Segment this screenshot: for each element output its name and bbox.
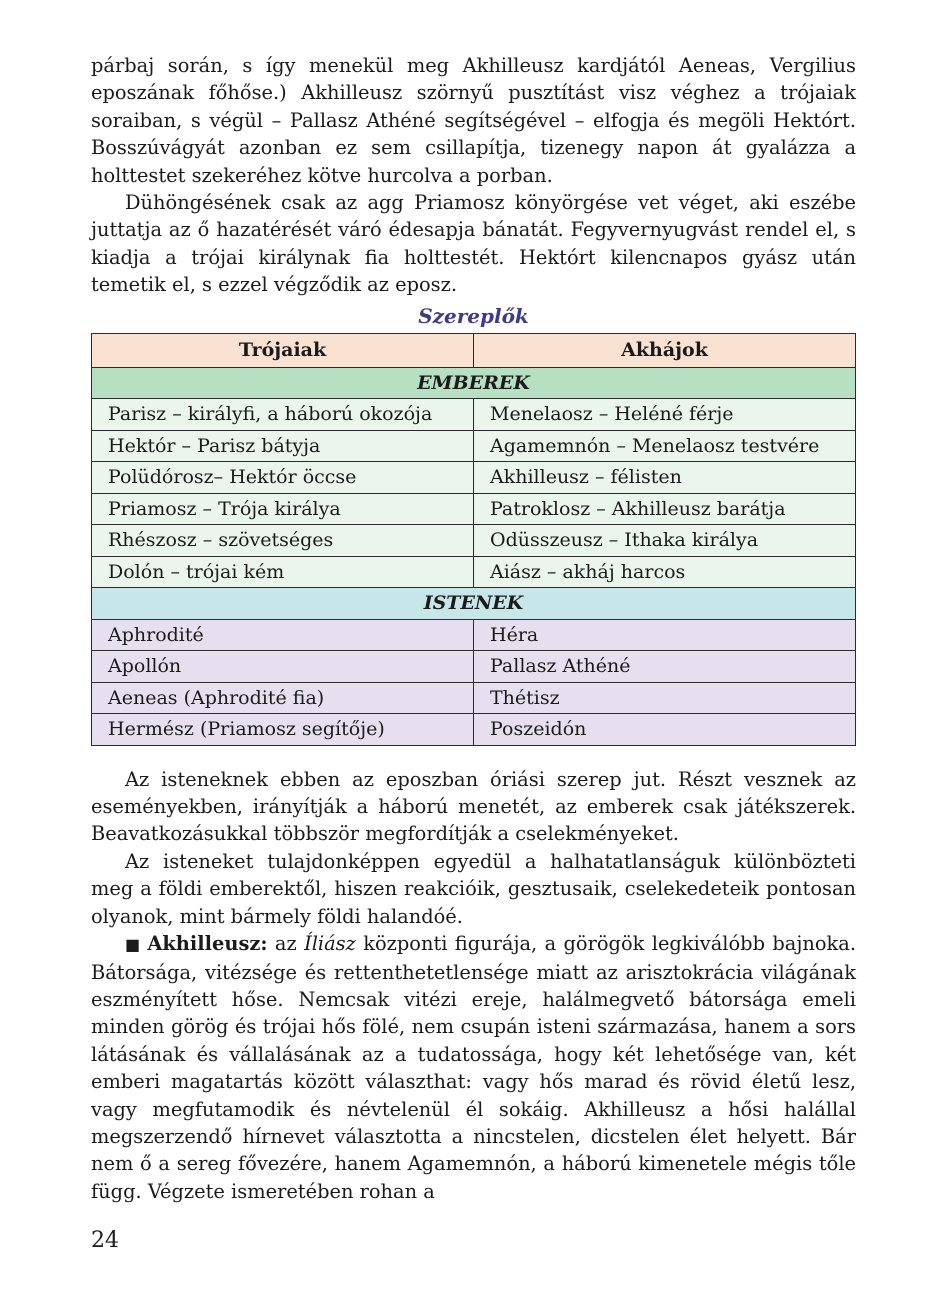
table-row xyxy=(92,493,856,525)
section-row-gods xyxy=(92,588,856,620)
achaean-cell: Agamemnón – Menelaosz testvére xyxy=(474,430,856,462)
trojan-cell: Dolón – trójai kém xyxy=(92,556,474,588)
table-row xyxy=(92,714,856,746)
trojan-cell: Polüdórosz– Hektór öccse xyxy=(92,462,474,494)
achaean-cell: Thétisz xyxy=(474,682,856,714)
achaean-cell: Odüsszeusz – Ithaka királya xyxy=(474,525,856,557)
achaean-cell: Aiász – akháj harcos xyxy=(474,556,856,588)
table-row xyxy=(92,430,856,462)
trojan-cell: Parisz – királyfi, a háború okozója xyxy=(92,399,474,431)
achaean-cell: Pallasz Athéné xyxy=(474,651,856,683)
table-caption: Szereplők xyxy=(418,303,529,328)
trojan-cell: Aphrodité xyxy=(92,619,474,651)
work-title: Íliász xyxy=(304,932,356,956)
achaean-cell: Héra xyxy=(474,619,856,651)
trojan-cell: Aeneas (Aphrodité fia) xyxy=(92,682,474,714)
table-row xyxy=(92,682,856,714)
trojan-cell: Hermész (Priamosz segítője) xyxy=(92,714,474,746)
body-paragraph-1: Az isteneknek ebben az eposzban óriási szerep jut. Részt vesznek az eseményekben, irányítják a háború menetét, az emberek csak játékszerek. Beavatkozásukkal többször megfordítják a cselekményeket. xyxy=(91,767,856,846)
trojan-cell: Apollón xyxy=(92,651,474,683)
table-row xyxy=(92,525,856,557)
achaean-cell: Patroklosz – Akhilleusz barátja xyxy=(474,493,856,525)
achaean-cell: Poszeidón xyxy=(474,714,856,746)
akhilleusz-pre: az xyxy=(267,932,305,956)
page-content xyxy=(91,52,856,1205)
table-row xyxy=(92,619,856,651)
table-header-row xyxy=(92,333,856,367)
table-row xyxy=(92,399,856,431)
table-row xyxy=(92,462,856,494)
section-title-humans: EMBEREK xyxy=(92,367,856,399)
section-title-gods: ISTENEK xyxy=(92,588,856,620)
table-row xyxy=(92,556,856,588)
trojan-cell: Hektór – Parisz bátyja xyxy=(92,430,474,462)
achaean-cell: Menelaosz – Heléné férje xyxy=(474,399,856,431)
intro-paragraph-1: párbaj során, s így menekül meg Akhilleusz kardjától Aeneas, Vergilius eposzának főhőse.) Akhilleusz szörnyű pusztítást visz véghez a trójaiak soraiban, s végül – Pallasz Athéné segítségével – elfogja és megöli Hektórt. Bosszúvágyát azonban ez sem csillapítja, tizenegy napon át gyalázza a holttestet szekeréhez kötve hurcolva a porban. xyxy=(91,54,856,187)
characters-table xyxy=(91,333,856,746)
section-row-humans xyxy=(92,367,856,399)
header-achaeans: Akhájok xyxy=(474,333,856,367)
trojan-cell: Priamosz – Trója királya xyxy=(92,493,474,525)
intro-paragraph-2: Dühöngésének csak az agg Priamosz könyörgése vet véget, aki eszébe juttatja az ő hazatérését váró édesapja bánatát. Fegyvernyugvást rendel el, s kiadja a trójai királynak fia holttestét. Hektórt kilencnapos gyász után temetik el, s ezzel végződik az eposz. xyxy=(91,191,856,297)
achaean-cell: Akhilleusz – félisten xyxy=(474,462,856,494)
square-bullet-icon: ■ xyxy=(125,935,142,955)
page-number: 24 xyxy=(91,1228,119,1253)
trojan-cell: Rhészosz – szövetséges xyxy=(92,525,474,557)
akhilleusz-text: központi figurája, a görögök legkiválóbb bajnoka. Bátorsága, vitézsége és rettenthetetlensége miatt az arisztokrácia világának eszményített hőse. Nemcsak vitézi ereje, halálmegvető bátorsága emeli minden görög és trójai hős fölé, nem csupán isteni származása, hanem a sors látásának és vállalásának az a tudatossága, hogy két lehetősége van, két emberi magatartás között választhat: vagy hős marad és rövid életű lesz, vagy megfutamodik és névtelenül él sokáig. Akhilleusz a hősi halállal megszerzendő hírnevet választotta a nincstelen, dicstelen élet helyett. Bár nem ő a sereg fővezére, hanem Agamemnón, a háború kimenetele mégis tőle függ. Végzete ismeretében rohan a xyxy=(91,932,856,1203)
body-paragraph-2: Az isteneket tulajdonképpen egyedül a halhatatlanságuk különbözteti meg a földi emberektől, hiszen reakcióik, gesztusaik, cselekedeteik pontosan olyanok, mint bármely földi halandóé. xyxy=(91,849,856,928)
table-row xyxy=(92,651,856,683)
term-akhilleusz: Akhilleusz: xyxy=(147,932,268,956)
header-trojans: Trójaiak xyxy=(92,333,474,367)
akhilleusz-paragraph xyxy=(91,930,856,1205)
